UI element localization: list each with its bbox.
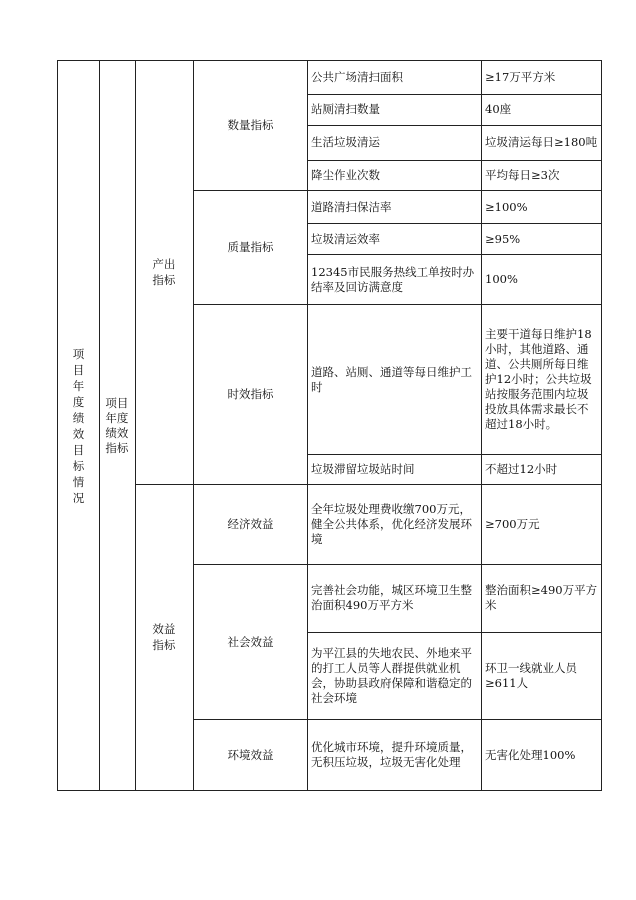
indicator-cell: 全年垃圾处理费收缴700万元，健全公共体系，优化经济发展环境: [308, 484, 482, 564]
value-cell: 垃圾清运每日≥180吨: [482, 125, 602, 160]
quality-indicator-label: 质量指标: [227, 240, 274, 255]
economic-benefit-cell: [194, 484, 308, 564]
benefit-indicator-cell: [136, 484, 194, 790]
value-cell: 100%: [482, 255, 602, 305]
value-cell: ≥100%: [482, 191, 602, 224]
value-cell: 40座: [482, 94, 602, 125]
indicator-cell: 垃圾清运效率: [308, 224, 482, 255]
indicator-cell: 优化城市环境，提升环境质量，无积压垃圾，垃圾无害化处理: [308, 720, 482, 791]
indicator-cell: 公共广场清扫面积: [308, 61, 482, 95]
value-cell: ≥700万元: [482, 484, 602, 564]
value-cell: 平均每日≥3次: [482, 160, 602, 191]
value-cell: ≥17万平方米: [482, 61, 602, 95]
social-benefit-cell: [194, 565, 308, 720]
value-cell: 整治面积≥490万平方米: [482, 565, 602, 633]
social-benefit-label: 社会效益: [227, 634, 274, 649]
value-cell: 环卫一线就业人员≥611人: [482, 632, 602, 719]
timeliness-indicator-cell: [194, 305, 308, 485]
timeliness-indicator-label: 时效指标: [227, 387, 274, 402]
table-row: [58, 484, 602, 564]
value-cell: 无害化处理100%: [482, 720, 602, 791]
value-cell: ≥95%: [482, 224, 602, 255]
benefit-indicator-label: 效益指标: [152, 622, 176, 653]
indicator-cell: 站厕清扫数量: [308, 94, 482, 125]
environmental-benefit-label: 环境效益: [227, 747, 274, 762]
quality-indicator-cell: [194, 191, 308, 305]
value-cell: 主要干道每日维护18小时，其他道路、通道、公共厕所每日维护12小时；公共垃圾站按服务范围内垃圾投放具体需求最长不超过18小时。: [482, 305, 602, 455]
indicator-cell: 垃圾滞留垃圾站时间: [308, 455, 482, 485]
output-indicator-label: 产出指标: [152, 257, 176, 288]
annual-goal-label-cell: [58, 61, 100, 791]
indicator-cell: 降尘作业次数: [308, 160, 482, 191]
indicator-cell: 生活垃圾清运: [308, 125, 482, 160]
output-indicator-cell: [136, 61, 194, 485]
environmental-benefit-cell: [194, 720, 308, 791]
indicator-cell: 道路清扫保洁率: [308, 191, 482, 224]
annual-indicator-label-cell: [100, 61, 136, 791]
performance-goals-table: [57, 60, 602, 791]
indicator-cell: 道路、站厕、通道等每日维护工时: [308, 305, 482, 455]
annual-indicator-label: 项目年度绩效指标: [105, 395, 129, 455]
value-cell: 不超过12小时: [482, 455, 602, 485]
annual-goal-label: 项目年度绩效目标情况: [72, 346, 85, 505]
indicator-cell: 12345市民服务热线工单按时办结率及回访满意度: [308, 255, 482, 305]
indicator-cell: 为平江县的失地农民、外地来平的打工人员等人群提供就业机会，协助县政府保障和谐稳定的社会环境: [308, 632, 482, 719]
indicator-cell: 完善社会功能，城区环境卫生整治面积490万平方米: [308, 565, 482, 633]
economic-benefit-label: 经济效益: [227, 517, 274, 531]
quantity-indicator-cell: [194, 61, 308, 191]
table-row: [58, 61, 602, 95]
quantity-indicator-label: 数量指标: [227, 118, 274, 133]
performance-table-container: [57, 60, 601, 791]
